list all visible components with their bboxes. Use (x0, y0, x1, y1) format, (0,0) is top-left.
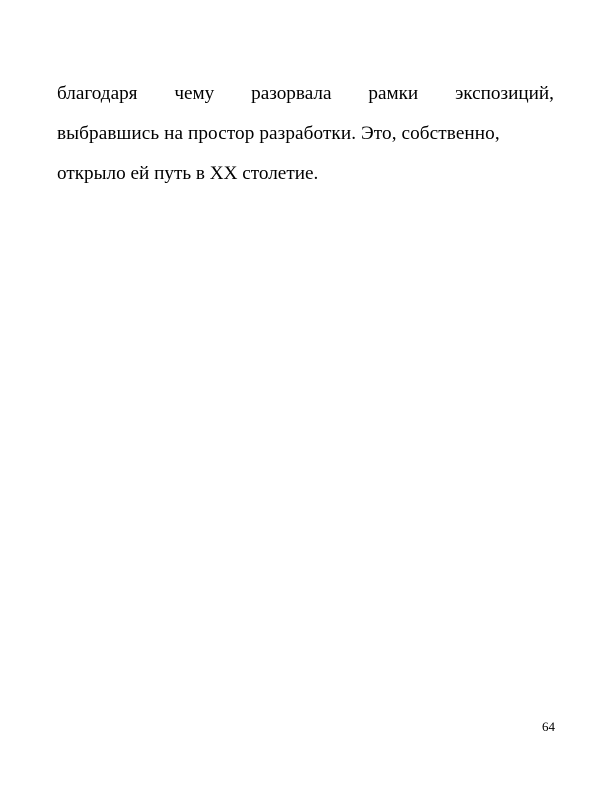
paragraph-line-2 (57, 114, 554, 154)
body-paragraph (57, 74, 554, 194)
paragraph-line-3 (57, 154, 554, 194)
line-text: открыло ей путь в XX столетие. (57, 163, 319, 184)
word: разорвала (251, 83, 332, 104)
line-text: выбравшись на простор разработки. Это, собственно, (57, 123, 500, 144)
word: экспозиций, (455, 83, 554, 104)
word: рамки (368, 83, 419, 104)
word: благодаря (57, 83, 138, 104)
paragraph-line-1 (57, 74, 554, 114)
page-number: 64 (542, 719, 555, 734)
word: чему (174, 83, 215, 104)
